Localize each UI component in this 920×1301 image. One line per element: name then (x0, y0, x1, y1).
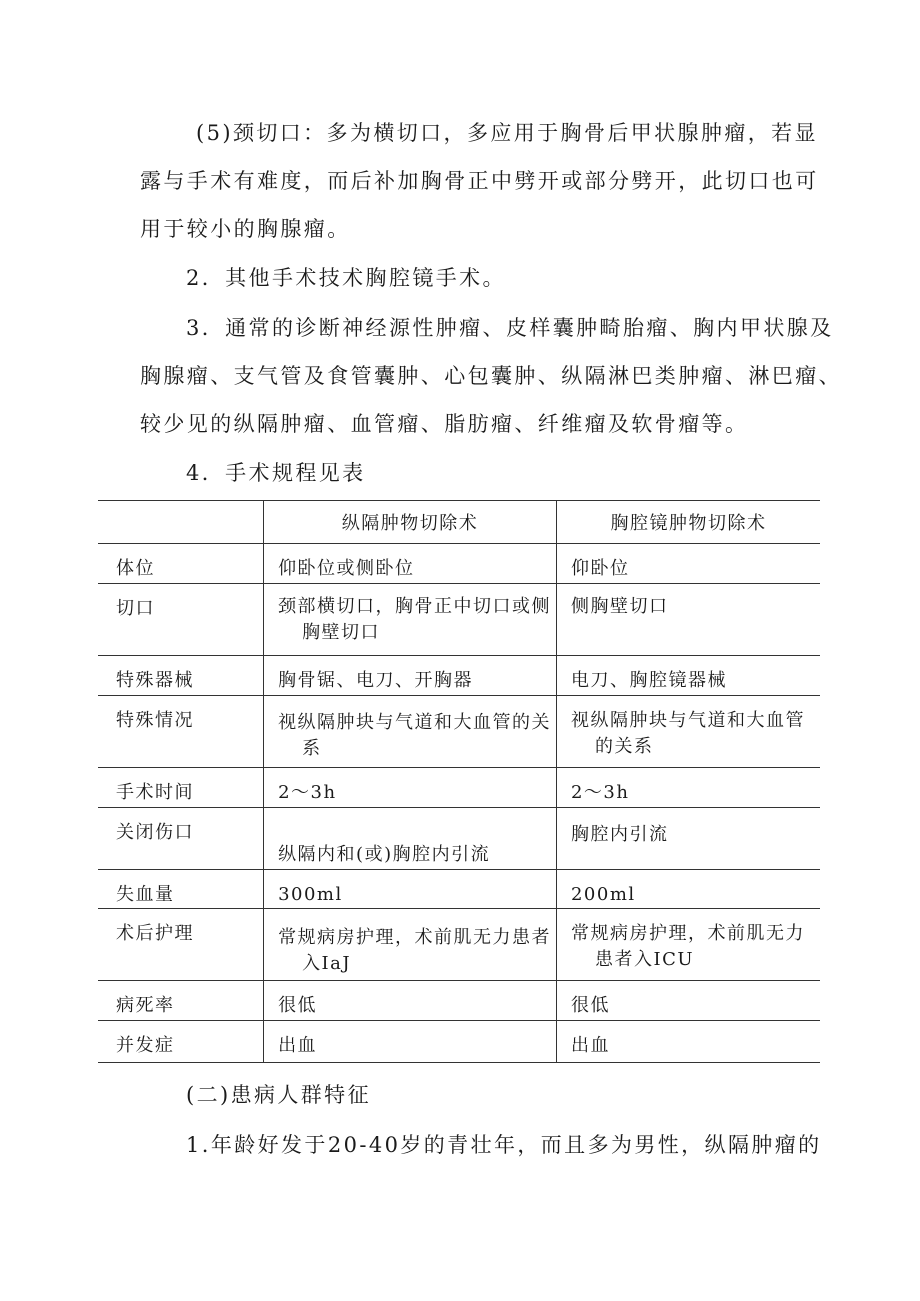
row-label: 术后护理 (98, 909, 264, 981)
paragraph-diagnosis-line-3: 较少见的纵隔肿瘤、血管瘤、脂肪瘤、纤维瘤及软骨瘤等。 (140, 412, 749, 436)
row-cell: 胸骨锯、电刀、开胸器 (264, 656, 557, 696)
row-label: 并发症 (98, 1021, 264, 1063)
row-cell: 很低 (556, 981, 820, 1021)
row-cell: 电刀、胸腔镜器械 (556, 656, 820, 696)
row-cell: 2～3h (264, 768, 557, 808)
table-row (98, 1021, 820, 1063)
row-cell: 出血 (556, 1021, 820, 1063)
row-label: 失血量 (98, 870, 264, 909)
row-cell: 常规病房护理，术前肌无力患者入IaJ (264, 909, 557, 981)
row-cell: 胸腔内引流 (556, 808, 820, 870)
table-header-thoracoscopic: 胸腔镜肿物切除术 (556, 501, 820, 544)
table-row (98, 808, 820, 870)
row-cell: 视纵隔肿块与气道和大血管的关系 (264, 696, 557, 768)
row-cell: 2～3h (556, 768, 820, 808)
row-label: 特殊器械 (98, 656, 264, 696)
table-row (98, 909, 820, 981)
table-row (98, 768, 820, 808)
paragraph-neck-incision-line-2: 露与手术有难度，而后补加胸骨正中劈开或部分劈开，此切口也可 (140, 169, 819, 193)
paragraph-age-distribution: 1.年龄好发于20-40岁的青壮年，而且多为男性，纵隔肿瘤的 (186, 1133, 822, 1157)
row-cell: 很低 (264, 981, 557, 1021)
table-row (98, 656, 820, 696)
table-row (98, 544, 820, 584)
paragraph-diagnosis-line-2: 胸腺瘤、支气管及食管囊肿、心包囊肿、纵隔淋巴类肿瘤、淋巴瘤、 (140, 364, 842, 388)
row-cell: 纵隔内和(或)胸腔内引流 (264, 808, 557, 870)
paragraph-neck-incision-line-3: 用于较小的胸腺瘤。 (140, 217, 351, 241)
table-row (98, 584, 820, 656)
surgery-procedure-table (98, 500, 820, 1063)
row-label: 体位 (98, 544, 264, 584)
row-cell: 视纵隔肿块与气道和大血管的关系 (556, 696, 820, 768)
row-cell: 仰卧位或侧卧位 (264, 544, 557, 584)
paragraph-other-techniques: 2．其他手术技术胸腔镜手术。 (186, 266, 506, 290)
row-cell: 常规病房护理，术前肌无力患者入ICU (556, 909, 820, 981)
table-row (98, 870, 820, 909)
row-cell: 侧胸壁切口 (556, 584, 820, 656)
table-row (98, 696, 820, 768)
paragraph-neck-incision-line-1: (5)颈切口：多为横切口，多应用于胸骨后甲状腺肿瘤，若显 (196, 121, 818, 145)
table-header-row (98, 501, 820, 544)
paragraph-diagnosis-line-1: 3．通常的诊断神经源性肿瘤、皮样囊肿畸胎瘤、胸内甲状腺及 (186, 316, 834, 340)
row-cell: 出血 (264, 1021, 557, 1063)
table-header-blank (98, 501, 264, 544)
table-row (98, 981, 820, 1021)
section-heading-patient-population: (二)患病人群特征 (186, 1083, 371, 1107)
row-label: 关闭伤口 (98, 808, 264, 870)
row-label: 特殊情况 (98, 696, 264, 768)
table-header-mediastinal: 纵隔肿物切除术 (264, 501, 557, 544)
row-label: 病死率 (98, 981, 264, 1021)
paragraph-table-caption: 4．手术规程见表 (186, 461, 366, 485)
row-label: 手术时间 (98, 768, 264, 808)
row-cell: 颈部横切口，胸骨正中切口或侧胸壁切口 (264, 584, 557, 656)
row-cell: 仰卧位 (556, 544, 820, 584)
row-cell: 300ml (264, 870, 557, 909)
row-cell: 200ml (556, 870, 820, 909)
row-label: 切口 (98, 584, 264, 656)
